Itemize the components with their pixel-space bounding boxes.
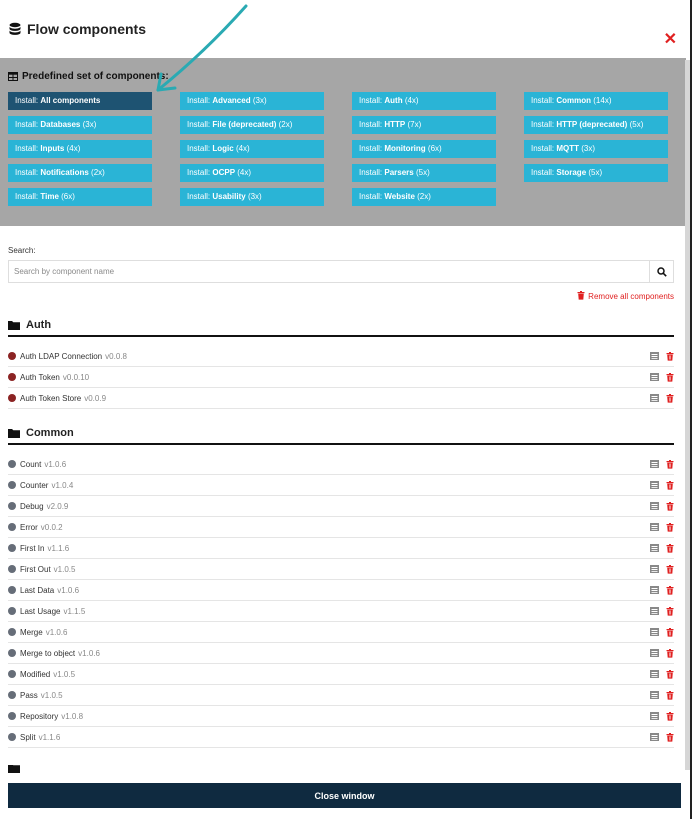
details-icon[interactable] (650, 691, 659, 700)
row-actions (650, 523, 674, 532)
install-button[interactable] (180, 140, 324, 158)
component-version: v1.0.6 (44, 459, 67, 469)
install-count: (3x) (252, 96, 267, 105)
row-actions (650, 649, 674, 658)
install-button[interactable] (8, 116, 152, 134)
status-dot (8, 565, 16, 573)
component-version: v1.1.6 (38, 732, 61, 742)
component-section (8, 425, 674, 748)
row-actions (650, 373, 674, 382)
trash-icon[interactable] (666, 544, 674, 553)
component-name: Last Usage (20, 606, 61, 616)
install-count: (6x) (61, 192, 75, 201)
install-set-name: Time (40, 192, 59, 201)
folder-icon (8, 320, 20, 330)
trash-icon[interactable] (666, 691, 674, 700)
status-dot (8, 712, 16, 720)
install-count: (2x) (91, 168, 105, 177)
component-version: v1.0.5 (53, 669, 76, 679)
component-version: v0.0.2 (40, 522, 63, 532)
component-row (8, 622, 674, 643)
install-set-name: Advanced (212, 96, 251, 105)
component-name: Merge (20, 627, 43, 637)
install-set-name: Storage (556, 168, 587, 177)
component-name: Split (20, 732, 36, 742)
component-version: v1.0.5 (53, 564, 76, 574)
folder-icon (8, 428, 20, 438)
row-actions (650, 628, 674, 637)
component-name: Modified (20, 669, 51, 679)
status-dot (8, 544, 16, 552)
trash-icon (577, 291, 585, 302)
install-button[interactable] (180, 188, 324, 206)
search-label: Search: (8, 246, 36, 255)
status-dot (8, 733, 16, 741)
install-set-name: Monitoring (384, 144, 426, 153)
component-row (8, 643, 674, 664)
component-name: First In (20, 543, 45, 553)
install-count: (4x) (237, 168, 252, 177)
install-button[interactable] (180, 164, 324, 182)
component-name: Last Data (20, 585, 55, 595)
component-row (8, 664, 674, 685)
install-count: (14x) (593, 96, 612, 105)
component-version: v1.0.6 (78, 648, 100, 658)
install-set-name: OCPP (212, 168, 236, 177)
install-set-name: Common (556, 96, 592, 105)
install-prefix: Install: (359, 144, 383, 153)
row-actions (650, 691, 674, 700)
details-icon[interactable] (650, 481, 659, 490)
section-title: Common (26, 426, 74, 439)
details-icon[interactable] (650, 394, 659, 403)
install-button[interactable] (352, 140, 496, 158)
install-prefix: Install: (15, 96, 39, 105)
install-prefix: Install: (531, 96, 555, 105)
trash-icon[interactable] (666, 352, 674, 361)
status-dot (8, 586, 16, 594)
row-actions (650, 481, 674, 490)
install-set-name: All components (40, 96, 101, 105)
install-count: (7x) (407, 120, 422, 129)
install-count: (4x) (235, 144, 250, 153)
install-prefix: Install: (187, 192, 211, 201)
component-version: v2.0.9 (46, 501, 69, 511)
status-dot (8, 394, 16, 402)
status-dot (8, 352, 16, 360)
predefined-title-row (8, 69, 678, 83)
component-name: Auth Token Store (20, 393, 82, 403)
install-button[interactable] (524, 164, 668, 182)
install-button[interactable] (180, 92, 324, 110)
search-button[interactable] (649, 261, 673, 282)
status-dot (8, 670, 16, 678)
component-row (8, 727, 674, 748)
install-prefix: Install: (15, 120, 39, 129)
component-name: Counter (20, 480, 49, 490)
install-prefix: Install: (359, 120, 383, 129)
details-icon[interactable] (650, 460, 659, 469)
row-actions (650, 565, 674, 574)
row-actions (650, 544, 674, 553)
section-heading-partial (8, 765, 26, 773)
status-dot (8, 481, 16, 489)
install-count: (3x) (82, 120, 97, 129)
install-count: (4x) (66, 144, 81, 153)
status-dot (8, 460, 16, 468)
install-set-name: Usability (212, 192, 246, 201)
component-name: Debug (20, 501, 44, 511)
component-name: Auth Token (20, 372, 60, 382)
details-icon[interactable] (650, 523, 659, 532)
close-window-button[interactable]: Close window (8, 783, 681, 808)
details-icon[interactable] (650, 586, 659, 595)
component-row (8, 367, 674, 388)
install-set-name: Auth (384, 96, 403, 105)
component-row (8, 346, 674, 367)
trash-icon[interactable] (666, 460, 674, 469)
window-edge (690, 0, 692, 819)
install-button[interactable] (8, 164, 152, 182)
component-list (8, 454, 674, 748)
component-row (8, 388, 674, 409)
component-row (8, 538, 674, 559)
install-set-name: Parsers (384, 168, 414, 177)
install-button[interactable] (352, 116, 496, 134)
component-version: v1.0.8 (61, 711, 84, 721)
install-set-name: Notifications (40, 168, 89, 177)
row-actions (650, 670, 674, 679)
details-icon[interactable] (650, 649, 659, 658)
install-button[interactable] (180, 116, 324, 134)
status-dot (8, 691, 16, 699)
component-name: First Out (20, 564, 51, 574)
install-set-name: MQTT (556, 144, 580, 153)
install-set-name: HTTP (384, 120, 406, 129)
row-actions (650, 502, 674, 511)
component-row (8, 454, 674, 475)
component-version: v1.1.6 (47, 543, 70, 553)
details-icon[interactable] (650, 352, 659, 361)
install-count: (2x) (278, 120, 293, 129)
install-button[interactable] (352, 188, 496, 206)
component-row (8, 496, 674, 517)
row-actions (650, 712, 674, 721)
details-icon[interactable] (650, 502, 659, 511)
trash-icon[interactable] (666, 649, 674, 658)
component-name: Error (20, 522, 38, 532)
install-prefix: Install: (531, 120, 555, 129)
install-button[interactable] (524, 140, 668, 158)
install-button[interactable] (8, 188, 152, 206)
row-actions (650, 394, 674, 403)
predefined-title: Predefined set of components: (22, 70, 169, 82)
install-prefix: Install: (15, 192, 39, 201)
trash-icon[interactable] (666, 586, 674, 595)
install-button[interactable] (8, 140, 152, 158)
trash-icon[interactable] (666, 523, 674, 532)
install-prefix: Install: (359, 96, 383, 105)
install-prefix: Install: (359, 192, 383, 201)
details-icon[interactable] (650, 607, 659, 616)
component-version: v0.0.9 (84, 393, 107, 403)
install-count: (5x) (629, 120, 644, 129)
status-dot (8, 649, 16, 657)
component-name: Repository (20, 711, 59, 721)
close-icon[interactable]: ✕ (663, 31, 677, 48)
install-set-name: Logic (212, 144, 234, 153)
trash-icon[interactable] (666, 670, 674, 679)
details-icon[interactable] (650, 373, 659, 382)
component-version: v1.1.5 (63, 606, 86, 616)
install-button[interactable] (352, 92, 496, 110)
details-icon[interactable] (650, 544, 659, 553)
install-prefix: Install: (187, 96, 211, 105)
component-name: Pass (20, 690, 38, 700)
install-button[interactable] (524, 116, 668, 134)
component-name: Count (20, 459, 42, 469)
install-set-name: Inputs (40, 144, 65, 153)
trash-icon[interactable] (666, 481, 674, 490)
component-version: v0.0.8 (105, 351, 127, 361)
install-count: (3x) (247, 192, 262, 201)
row-actions (650, 733, 674, 742)
details-icon[interactable] (650, 712, 659, 721)
component-row (8, 517, 674, 538)
modal-title: Flow components (27, 21, 146, 37)
trash-icon[interactable] (666, 733, 674, 742)
modal-header (0, 0, 686, 58)
install-count: (5x) (588, 168, 603, 177)
database-icon (8, 22, 22, 36)
install-count: (5x) (415, 168, 430, 177)
install-prefix: Install: (359, 168, 383, 177)
install-prefix: Install: (187, 168, 211, 177)
component-version: v1.0.4 (51, 480, 74, 490)
install-count: (4x) (404, 96, 419, 105)
component-row (8, 601, 674, 622)
install-prefix: Install: (187, 144, 211, 153)
component-version: v0.0.10 (62, 372, 90, 382)
trash-icon[interactable] (666, 394, 674, 403)
install-set-name: Databases (40, 120, 81, 129)
details-icon[interactable] (650, 565, 659, 574)
component-version: v1.0.5 (40, 690, 63, 700)
component-row (8, 559, 674, 580)
status-dot (8, 502, 16, 510)
component-list (8, 346, 674, 409)
row-actions (650, 352, 674, 361)
install-count: (6x) (427, 144, 442, 153)
install-count: (3x) (581, 144, 596, 153)
row-actions (650, 460, 674, 469)
install-button[interactable] (352, 164, 496, 182)
folder-icon (8, 765, 20, 773)
component-name: Merge to object (20, 648, 76, 658)
install-prefix: Install: (531, 144, 555, 153)
install-prefix: Install: (531, 168, 555, 177)
section-heading (8, 425, 674, 445)
install-prefix: Install: (187, 120, 211, 129)
trash-icon[interactable] (666, 373, 674, 382)
trash-icon[interactable] (666, 565, 674, 574)
search-input[interactable] (9, 261, 649, 282)
component-row (8, 685, 674, 706)
remove-all-label: Remove all components (588, 292, 674, 301)
section-title: Auth (26, 318, 52, 331)
trash-icon[interactable] (666, 628, 674, 637)
trash-icon[interactable] (666, 502, 674, 511)
status-dot (8, 607, 16, 615)
install-button[interactable] (8, 92, 152, 110)
trash-icon[interactable] (666, 607, 674, 616)
row-actions (650, 607, 674, 616)
component-row (8, 580, 674, 601)
details-icon[interactable] (650, 670, 659, 679)
section-heading (8, 317, 674, 337)
install-set-name: Website (384, 192, 415, 201)
install-count: (2x) (417, 192, 431, 201)
details-icon[interactable] (650, 733, 659, 742)
install-set-name: HTTP (deprecated) (556, 120, 628, 129)
search-box (8, 260, 674, 283)
status-dot (8, 628, 16, 636)
component-section (8, 317, 674, 409)
component-row (8, 475, 674, 496)
component-name: Auth LDAP Connection (20, 351, 103, 361)
install-prefix: Install: (15, 144, 39, 153)
status-dot (8, 373, 16, 381)
install-prefix: Install: (15, 168, 39, 177)
install-set-name: File (deprecated) (212, 120, 277, 129)
component-version: v1.0.6 (57, 585, 80, 595)
status-dot (8, 523, 16, 531)
component-row (8, 706, 674, 727)
search-icon (657, 267, 667, 277)
details-icon[interactable] (650, 628, 659, 637)
row-actions (650, 586, 674, 595)
component-version: v1.0.6 (45, 627, 68, 637)
table-icon (8, 72, 18, 81)
trash-icon[interactable] (666, 712, 674, 721)
remove-all-components-link[interactable] (577, 291, 674, 302)
install-button[interactable] (524, 92, 668, 110)
